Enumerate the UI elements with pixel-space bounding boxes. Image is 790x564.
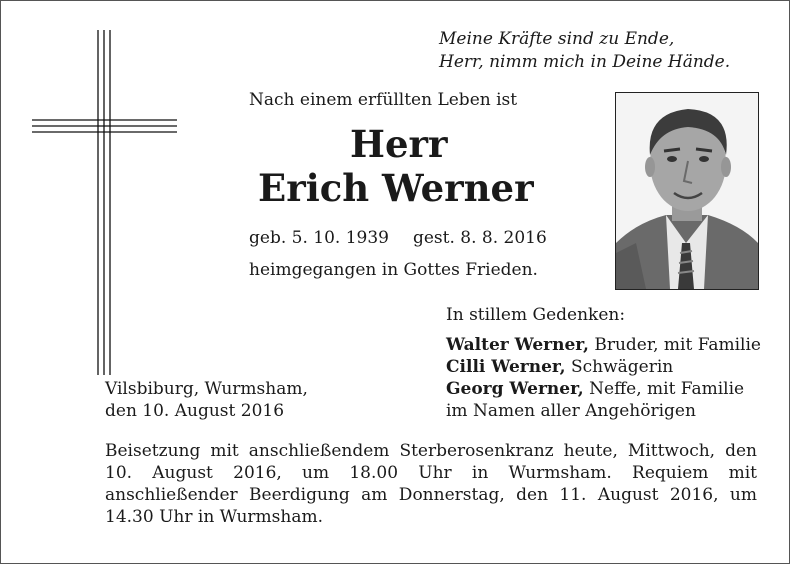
mourner-name: Walter Werner, xyxy=(446,335,589,355)
peace-text: heimgegangen in Gottes Frieden. xyxy=(249,260,538,280)
deceased-name: Erich Werner xyxy=(258,166,534,210)
mourner-row xyxy=(446,378,761,400)
memory-heading: In stillem Gedenken: xyxy=(446,305,626,325)
mourner-name: Cilli Werner, xyxy=(446,357,566,377)
burial-text: Beisetzung mit anschließendem Sterberosenkranz heute, Mittwoch, den 10. August 2016, um 18.00 Uhr in Wurmsham. Requiem mit anschließender Beerdigung am Donnerstag, den 11. August 2016, um 14.30 Uhr in Wurmsham. xyxy=(105,441,757,527)
mourner-relation: Bruder, mit Familie xyxy=(588,335,761,355)
life-dates xyxy=(249,228,547,248)
death-date: gest. 8. 8. 2016 xyxy=(412,228,547,248)
mourner-relation: Schwägerin xyxy=(565,357,674,377)
cross-icon xyxy=(32,30,177,375)
closing-line: im Namen aller Angehörigen xyxy=(446,401,696,421)
place: Vilsbiburg, Wurmsham, xyxy=(105,379,308,399)
mourners-list xyxy=(446,334,761,422)
date: den 10. August 2016 xyxy=(105,401,285,421)
motto-line-1: Meine Kräfte sind zu Ende, xyxy=(439,29,675,49)
motto-line-2: Herr, nimm mich in Deine Hände. xyxy=(439,52,731,72)
mourner-relation: Neffe, mit Familie xyxy=(583,379,745,399)
mourner-row xyxy=(446,334,761,356)
mourner-row xyxy=(446,356,761,378)
place-date xyxy=(105,378,308,422)
mourner-name: Georg Werner, xyxy=(446,379,584,399)
portrait-photo xyxy=(615,92,759,290)
intro-text: Nach einem erfüllten Leben ist xyxy=(249,90,518,110)
motto xyxy=(439,28,730,74)
birth-date: geb. 5. 10. 1939 xyxy=(249,228,389,248)
salutation: Herr xyxy=(350,122,448,166)
